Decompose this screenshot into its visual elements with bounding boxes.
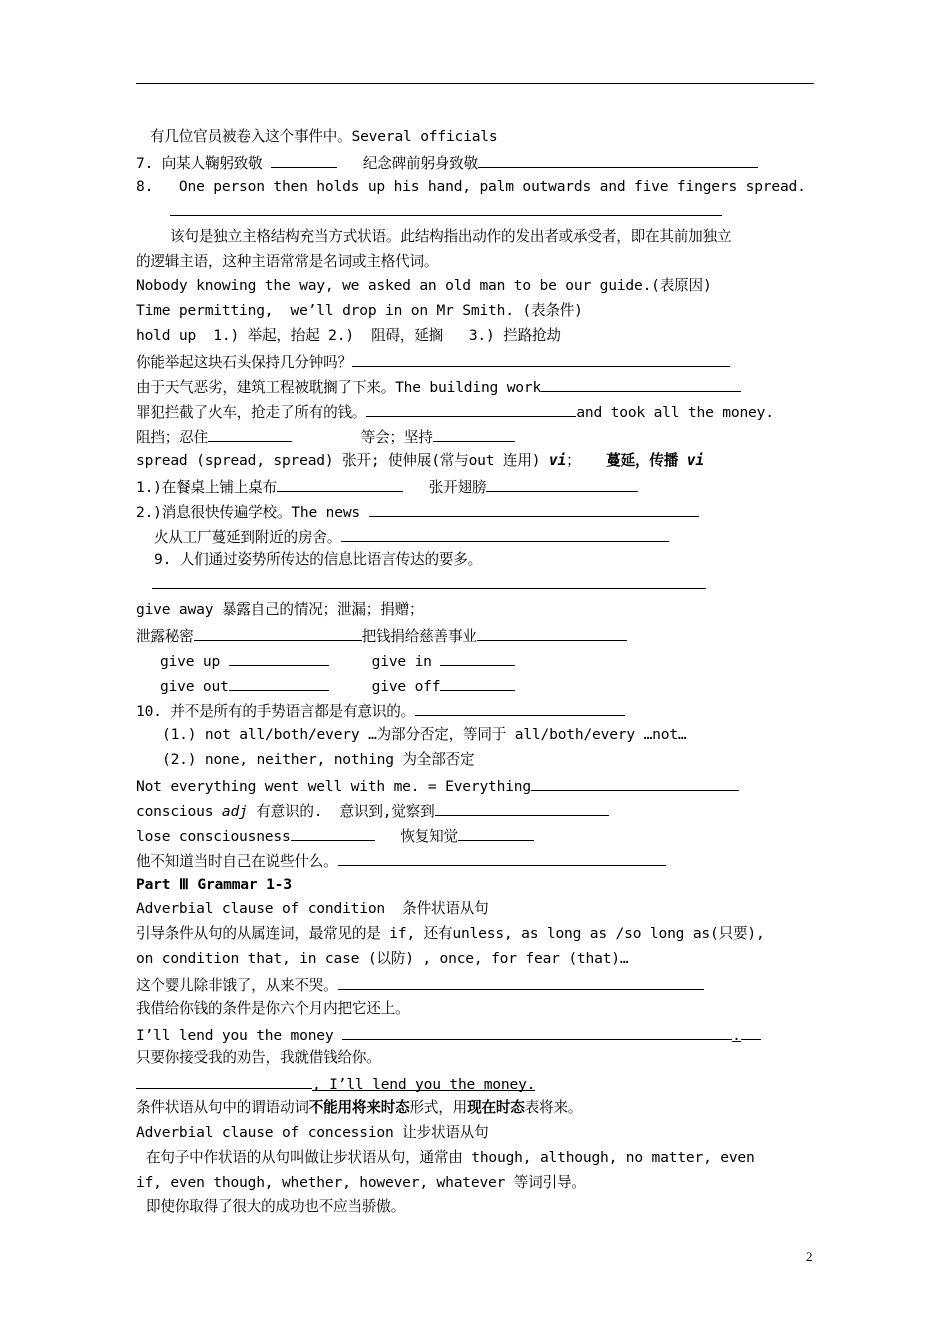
text: 这个婴儿除非饿了，从来不哭。: [136, 977, 338, 994]
answer-blank: [338, 851, 666, 866]
text: vi: [548, 452, 567, 469]
answer-line: [170, 215, 722, 216]
text: 等会；坚持: [360, 429, 433, 446]
vocab-line: give away 暴露自己的情况；泄漏；捐赠；: [136, 601, 424, 618]
answer-blank: [440, 651, 515, 666]
note-line: (1.) not all/both/every …为部分否定，等同于 all/both/every …not…: [162, 726, 687, 743]
vocab-line: hold up 1.) 举起，抬起 2.) 阻碍，延搁 3.) 拦路抢劫: [136, 327, 561, 344]
emphasis-text: 现在时态: [467, 1099, 525, 1116]
example-line: Nobody knowing the way, we asked an old man to be our guide.(表原因): [136, 277, 712, 294]
page-number: 2: [806, 1249, 813, 1264]
answer-blank: [338, 975, 704, 990]
text: 泄露秘密: [136, 628, 194, 645]
text: lose consciousness: [136, 828, 291, 845]
text: I’ll lend you the money: [136, 1027, 343, 1044]
answer-blank: [486, 477, 638, 492]
text: 把钱捐给慈善事业: [361, 628, 477, 645]
exercise-line: [136, 776, 739, 796]
text-line: if, even though, whether, however, whatever 等词引导。: [136, 1174, 586, 1191]
answer-blank: [531, 776, 739, 791]
item-7: [136, 153, 758, 173]
note-line: (2.) none, neither, nothing 为全部否定: [162, 751, 475, 768]
answer-blank: [541, 377, 741, 392]
example-line: Time permitting, we’ll drop in on Mr Smith. (表条件): [136, 302, 583, 319]
answer-blank: [341, 527, 669, 542]
answer-blank: [415, 701, 625, 716]
exercise-line: [136, 626, 627, 646]
exercise-line: [154, 527, 669, 547]
text: 火从工厂蔓延到附近的房舍。: [154, 529, 342, 546]
text: 恢复知觉: [400, 828, 458, 845]
text-line: 的逻辑主语，这种主语常常是名词或主格代词。: [136, 253, 439, 270]
exercise-line: [136, 502, 699, 522]
text: 表将来。: [524, 1099, 583, 1116]
exercise-line: [136, 377, 741, 397]
answer-blank: [440, 676, 515, 691]
text: , I’ll lend you the money.: [312, 1076, 536, 1093]
answer-blank: [477, 626, 627, 641]
text: 蔓延，传播: [606, 452, 687, 469]
text: 条件状语从句中的谓语动词: [136, 1099, 309, 1116]
text: vi: [686, 452, 704, 469]
text-line: 引导条件从句的从属连词，最常见的是 if, 还有unless, as long as /so long as(只要),: [136, 925, 765, 942]
answer-blank: [433, 427, 515, 442]
answer-blank: [229, 651, 329, 666]
text: and took all the money.: [576, 404, 774, 421]
exercise-line: [136, 851, 666, 871]
text: give up: [160, 653, 229, 670]
text: 1.)在餐桌上铺上桌布: [136, 479, 277, 496]
answer-line: [152, 588, 706, 589]
text-line: 该句是独立主格结构充当方式状语。此结构指出动作的发出者或承受者，即在其前加独立: [170, 228, 732, 245]
exercise-line: [136, 1025, 761, 1045]
text: 罪犯拦截了火车，抢走了所有的钱。: [136, 404, 367, 421]
exercise-line: [136, 477, 638, 497]
answer-blank: [136, 1074, 312, 1089]
text: 10. 并不是所有的手势语言都是有意识的。: [136, 703, 416, 720]
text: conscious: [136, 803, 222, 820]
text: Not everything went well with me. = Everything: [136, 778, 531, 795]
header-rule: [136, 83, 814, 84]
exercise-line: [160, 676, 515, 696]
emphasis-text: 不能用将来时态: [308, 1099, 410, 1116]
answer-blank: [435, 801, 609, 816]
answer-blank: [352, 352, 730, 367]
text-line: 在句子中作状语的从句叫做让步状语从句，通常由 though, although, no matter, even: [146, 1149, 755, 1166]
vocab-line: [136, 452, 704, 470]
answer-blank: [369, 502, 699, 517]
exercise-line: [136, 427, 515, 447]
answer-blank: [229, 676, 329, 691]
text-line: 即使你取得了很大的成功也不应当骄傲。: [146, 1198, 406, 1215]
text: give in: [371, 653, 441, 670]
text: give off: [371, 678, 441, 695]
item-9: 9. 人们通过姿势所传达的信息比语言传达的要多。: [154, 551, 483, 568]
exercise-line: [136, 975, 704, 995]
answer-blank: [194, 626, 362, 641]
text: 有意识的. 意识到,觉察到: [247, 803, 435, 820]
answer-blank: [291, 826, 375, 841]
text-line: 只要你接受我的劝告，我就借钱给你。: [136, 1049, 381, 1066]
text-line: 我借给你钱的条件是你六个月内把它还上。: [136, 1000, 410, 1017]
text: 张开翅膀: [428, 479, 487, 496]
text: ；: [566, 452, 607, 469]
answer-blank: [458, 826, 534, 841]
answer-blank: [271, 153, 337, 168]
text-line: Adverbial clause of concession 让步状语从句: [136, 1124, 489, 1141]
text: 由于天气恶劣，建筑工程被耽搁了下来。The building work: [136, 379, 542, 396]
text: 你能举起这块石头保持几分钟吗？: [136, 354, 352, 371]
text: adj: [221, 803, 248, 820]
text-line: Adverbial clause of condition 条件状语从句: [136, 900, 489, 917]
section-heading: Part Ⅲ Grammar 1-3: [136, 876, 292, 893]
exercise-line: [160, 651, 515, 671]
answer-blank: [741, 1025, 761, 1040]
text: 形式，用: [409, 1099, 468, 1116]
rule-line: [136, 1099, 582, 1117]
text: give out: [160, 678, 229, 695]
text: 2.)消息很快传遍学校。The news: [136, 504, 369, 521]
item-8: 8. One person then holds up his hand, palm outwards and five fingers spread.: [136, 178, 806, 195]
exercise-line: [136, 402, 774, 422]
text: 7. 向某人鞠躬致敬: [136, 155, 272, 172]
answer-blank: [277, 477, 403, 492]
answer-blank: [366, 402, 576, 417]
answer-blank: [478, 153, 758, 168]
answer-blank: [342, 1025, 732, 1040]
text: .: [732, 1027, 741, 1044]
text-line: on condition that, in case (以防) , once, for fear (that)…: [136, 950, 629, 967]
answer-blank: [208, 427, 292, 442]
exercise-line: [136, 801, 609, 821]
exercise-line: [136, 1074, 535, 1094]
text-line: 有几位官员被卷入这个事件中。Several officials: [150, 128, 498, 145]
exercise-line: [136, 826, 534, 846]
text: 他不知道当时自己在说些什么。: [136, 853, 338, 870]
text: 纪念碑前躬身致敬: [362, 155, 479, 172]
item-10: [136, 701, 625, 721]
text: spread (spread, spread) 张开; 使伸展(常与out 连用): [136, 452, 549, 469]
text: 阻挡；忍住: [136, 429, 208, 446]
exercise-line: [136, 352, 730, 372]
